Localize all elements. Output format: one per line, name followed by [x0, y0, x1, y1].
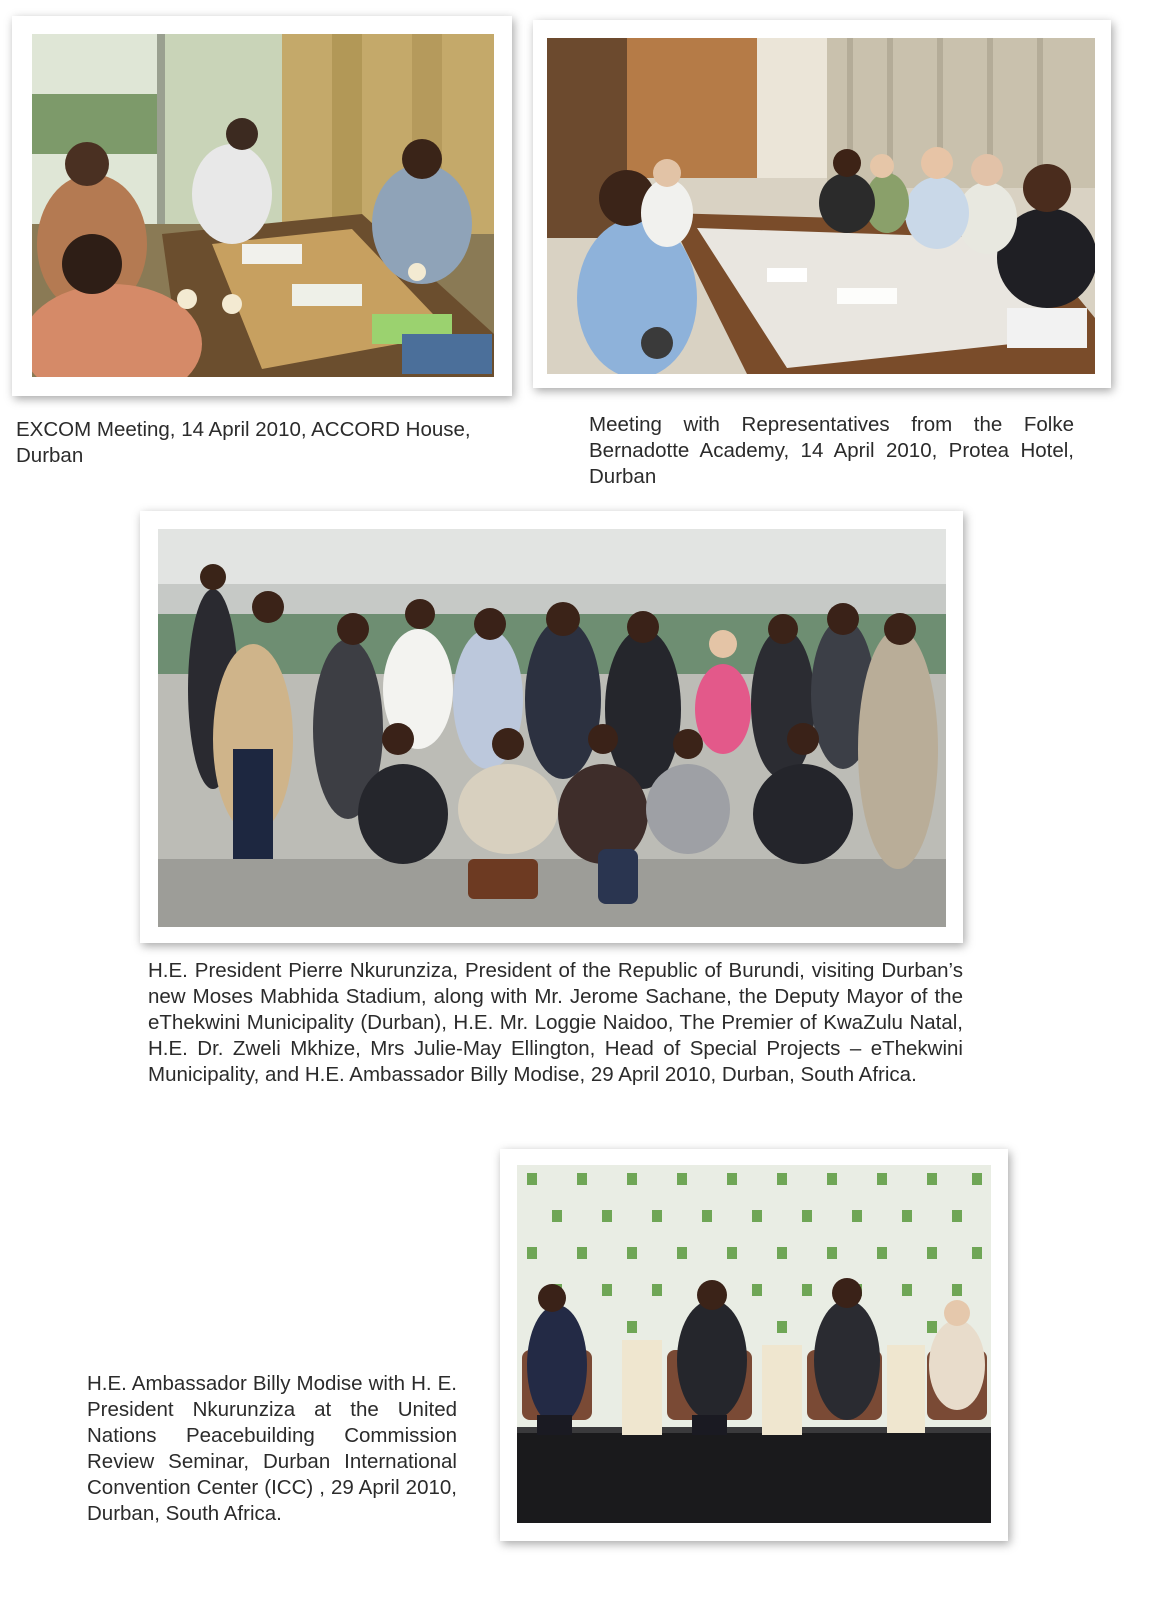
stadium-visit-photo — [140, 511, 963, 943]
excom-meeting-photo — [12, 16, 512, 396]
peacebuilding-seminar-image — [517, 1165, 991, 1523]
excom-meeting-image — [32, 34, 494, 377]
folke-bernadotte-meeting-caption: Meeting with Representatives from the Folke Bernadotte Academy, 14 April 2010, Protea Hotel, Durban — [589, 413, 1074, 488]
peacebuilding-seminar-photo — [500, 1149, 1008, 1541]
peacebuilding-seminar-caption: H.E. Ambassador Billy Modise with H. E. President Nkurunziza at the United Nations Peacebuilding Commission Review Seminar, Durban International Convention Center (ICC) , 29 April 2010, Durban, South Africa. — [87, 1372, 457, 1525]
stadium-visit-image — [158, 529, 946, 927]
folke-bernadotte-meeting-photo — [533, 20, 1111, 388]
folke-bernadotte-meeting-image — [547, 38, 1095, 374]
stadium-visit-caption: H.E. President Pierre Nkurunziza, President of the Republic of Burundi, visiting Durban’s new Moses Mabhida Stadium, along with Mr. Jerome Sachane, the Deputy Mayor of the eThekwini Municipality (Durban), H.E. Mr. Loggie Naidoo, The Premier of KwaZulu Natal, H.E. Dr. Zweli Mkhize, Mrs Julie-May Ellington, Head of Special Projects – eThekwini Municipality, and H.E. Ambassador Billy Modise, 29 April 2010, Durban, South Africa. — [148, 959, 963, 1086]
excom-meeting-caption: EXCOM Meeting, 14 April 2010, ACCORD House, Durban — [16, 418, 471, 467]
